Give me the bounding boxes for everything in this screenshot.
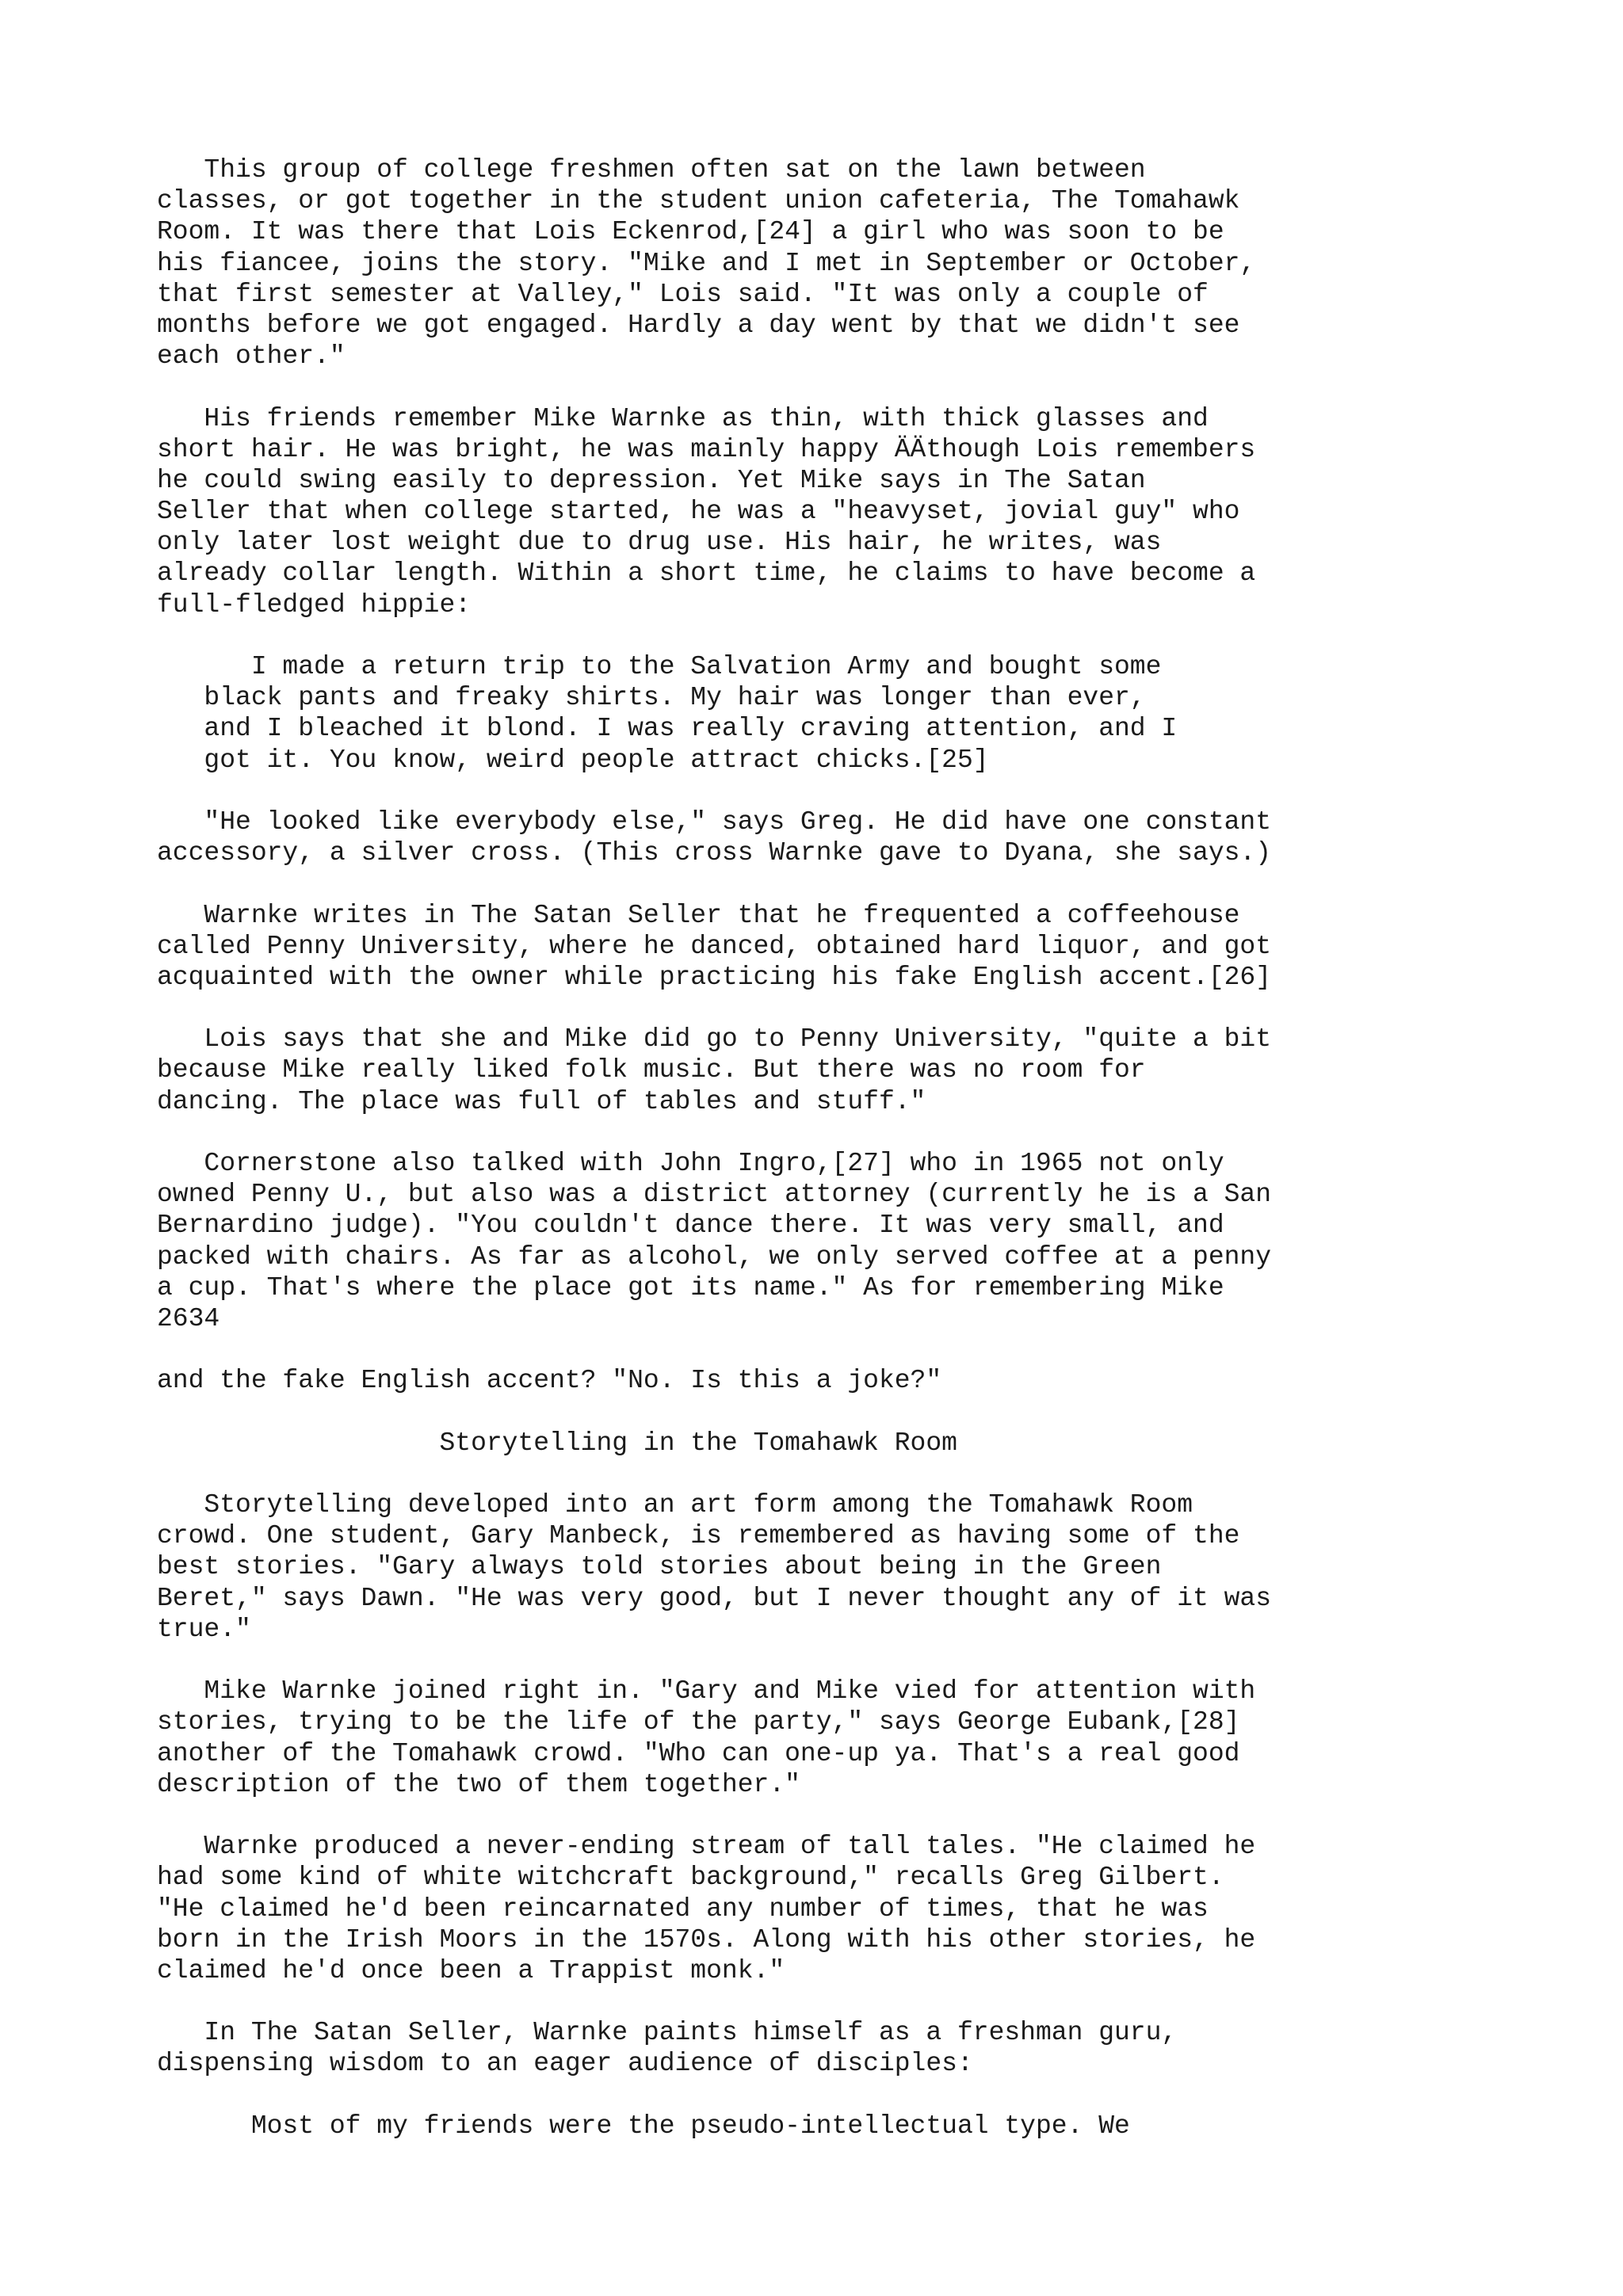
blank-line bbox=[157, 372, 1520, 402]
text-line: only later lost weight due to drug use. His hair, he writes, was bbox=[157, 528, 1162, 558]
text-line: Beret," says Dawn. "He was very good, but I never thought any of it was bbox=[157, 1583, 1272, 1613]
blank-line bbox=[157, 1117, 1520, 1148]
text-line: months before we got engaged. Hardly a day went by that we didn't see bbox=[157, 310, 1240, 340]
text-line: each other." bbox=[157, 341, 346, 372]
text-line: dispensing wisdom to an eager audience of disciples: bbox=[157, 2049, 973, 2079]
text-line: In The Satan Seller, Warnke paints himself as a freshman guru, bbox=[157, 2018, 1178, 2048]
document-text bbox=[157, 154, 1520, 2142]
blank-line bbox=[157, 1645, 1520, 1676]
text-line: called Penny University, where he danced, obtained hard liquor, and got bbox=[157, 931, 1272, 961]
blank-line bbox=[157, 2080, 1520, 2111]
text-line: born in the Irish Moors in the 1570s. Along with his other stories, he bbox=[157, 1924, 1256, 1955]
blank-line bbox=[157, 1800, 1520, 1831]
text-line: and I bleached it blond. I was really craving attention, and I bbox=[157, 714, 1178, 744]
text-line: Warnke produced a never-ending stream of tall tales. "He claimed he bbox=[157, 1832, 1256, 1862]
text-line: crowd. One student, Gary Manbeck, is remembered as having some of the bbox=[157, 1521, 1240, 1551]
text-line: acquainted with the owner while practicing his fake English accent.[26] bbox=[157, 962, 1272, 992]
document-page bbox=[157, 154, 1520, 2142]
text-line: Storytelling developed into an art form among the Tomahawk Room bbox=[157, 1490, 1193, 1520]
text-line: His friends remember Mike Warnke as thin, with thick glasses and bbox=[157, 403, 1209, 433]
blank-line bbox=[157, 868, 1520, 899]
text-line: short hair. He was bright, he was mainly happy ÄÄthough Lois remembers bbox=[157, 434, 1256, 464]
text-line: claimed he'd once been a Trappist monk." bbox=[157, 1955, 785, 1985]
text-line: had some kind of white witchcraft background," recalls Greg Gilbert. bbox=[157, 1863, 1224, 1893]
blank-line bbox=[157, 1397, 1520, 1428]
text-line: and the fake English accent? "No. Is this a joke?" bbox=[157, 1366, 942, 1396]
text-line: Cornerstone also talked with John Ingro,[27] who in 1965 not only bbox=[157, 1149, 1224, 1178]
text-line: full-fledged hippie: bbox=[157, 589, 472, 620]
text-line: got it. You know, weird people attract chicks.[25] bbox=[157, 745, 989, 775]
blank-line bbox=[157, 993, 1520, 1024]
blank-line bbox=[157, 620, 1520, 651]
blank-line bbox=[157, 1986, 1520, 2017]
text-line: a cup. That's where the place got its name." As for remembering Mike bbox=[157, 1272, 1224, 1302]
text-line: packed with chairs. As far as alcohol, we only served coffee at a penny bbox=[157, 1241, 1272, 1272]
text-line: classes, or got together in the student union cafeteria, The Tomahawk bbox=[157, 186, 1240, 216]
text-line: Warnke writes in The Satan Seller that he frequented a coffeehouse bbox=[157, 900, 1240, 930]
text-line: accessory, a silver cross. (This cross Warnke gave to Dyana, she says.) bbox=[157, 838, 1272, 868]
text-line: another of the Tomahawk crowd. "Who can one-up ya. That's a real good bbox=[157, 1738, 1240, 1768]
text-line: Mike Warnke joined right in. "Gary and Mike vied for attention with bbox=[157, 1676, 1256, 1707]
text-line: I made a return trip to the Salvation Army and bought some bbox=[157, 652, 1162, 681]
text-line: This group of college freshmen often sat on the lawn between bbox=[157, 155, 1146, 185]
blank-line bbox=[157, 1334, 1520, 1365]
text-line: description of the two of them together." bbox=[157, 1769, 800, 1799]
text-line: Bernardino judge). "You couldn't dance there. It was very small, and bbox=[157, 1211, 1224, 1241]
text-line: true." bbox=[157, 1614, 251, 1644]
text-line: he could swing easily to depression. Yet Mike says in The Satan bbox=[157, 465, 1146, 495]
text-line: because Mike really liked folk music. But there was no room for bbox=[157, 1055, 1146, 1085]
text-line: "He claimed he'd been reincarnated any number of times, that he was bbox=[157, 1894, 1209, 1924]
text-line: owned Penny U., but also was a district attorney (currently he is a San bbox=[157, 1180, 1272, 1210]
text-line: best stories. "Gary always told stories about being in the Green bbox=[157, 1552, 1162, 1582]
text-line: Storytelling in the Tomahawk Room bbox=[157, 1428, 957, 1458]
text-line: Seller that when college started, he was a "heavyset, jovial guy" who bbox=[157, 497, 1240, 527]
text-line: that first semester at Valley," Lois said. "It was only a couple of bbox=[157, 279, 1209, 309]
text-line: black pants and freaky shirts. My hair was longer than ever, bbox=[157, 683, 1146, 713]
blank-line bbox=[157, 1459, 1520, 1489]
text-line: stories, trying to be the life of the party," says George Eubank,[28] bbox=[157, 1707, 1240, 1737]
text-line: "He looked like everybody else," says Greg. He did have one constant bbox=[157, 807, 1272, 837]
blank-line bbox=[157, 776, 1520, 807]
text-line: his fiancee, joins the story. "Mike and I met in September or October, bbox=[157, 248, 1256, 278]
text-line: Lois says that she and Mike did go to Penny University, "quite a bit bbox=[157, 1024, 1272, 1055]
text-line: already collar length. Within a short time, he claims to have become a bbox=[157, 559, 1256, 589]
text-line: Most of my friends were the pseudo-intellectual type. We bbox=[157, 2111, 1130, 2141]
text-line: dancing. The place was full of tables and stuff." bbox=[157, 1086, 926, 1116]
text-line: Room. It was there that Lois Eckenrod,[24] a girl who was soon to be bbox=[157, 217, 1224, 247]
text-line: 2634 bbox=[157, 1303, 220, 1333]
